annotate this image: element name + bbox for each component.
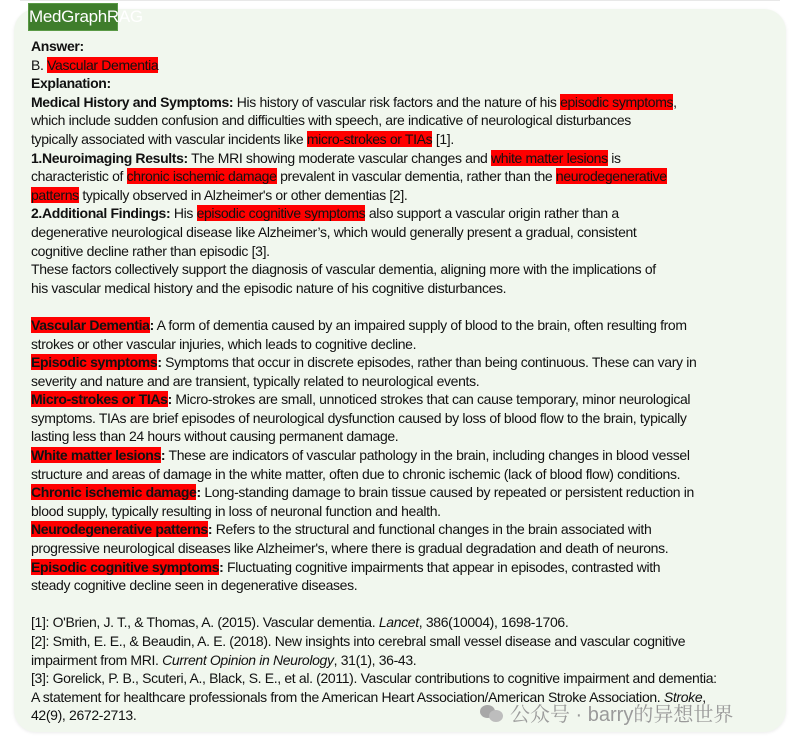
text-segment: [3]: Gorelick, P. B., Scuteri, A., Black, S. E., et al. (2011). Vascular contributions to cognitive impairment and dementia: <box>31 670 717 687</box>
text-line <box>31 576 717 595</box>
text-line <box>31 539 717 558</box>
text-segment: Long-standing damage to brain tissue caused by repeated or persistent reduction in <box>200 484 694 501</box>
highlighted-term: Vascular Dementia <box>31 316 150 333</box>
text-line <box>31 260 717 279</box>
highlighted-term: micro-strokes or TIAs <box>306 130 433 147</box>
highlighted-term: episodic cognitive symptoms <box>196 205 366 222</box>
text-segment: blood supply, typically resulting in loss of neuronal function and health. <box>31 502 441 519</box>
text-line <box>31 372 717 391</box>
text-segment: [1]. <box>432 130 454 147</box>
bold-label: : <box>160 447 166 464</box>
bold-label: Answer: <box>31 38 84 54</box>
italic-text: Current Opinion in Neurology <box>162 651 334 668</box>
bold-label: Medical History and Symptoms: <box>31 93 234 110</box>
highlighted-term: neurodegenerative <box>555 168 667 185</box>
highlighted-term: Micro-strokes or TIAs <box>31 391 168 408</box>
text-segment: cognitive decline rather than episodic [3]. <box>31 242 270 259</box>
text-segment: progressive neurological diseases like Alzheimer's, where there is gradual degradation and death of neurons. <box>31 540 669 557</box>
text-segment: which include sudden confusion and difficulties with speech, are indicative of neurological disturbances <box>31 112 631 129</box>
text-segment: B. <box>31 56 48 73</box>
highlighted-term: White matter lesions <box>31 447 161 464</box>
text-segment: His <box>170 205 197 222</box>
text-segment: steady cognitive decline seen in degenerative diseases. <box>31 577 358 594</box>
bold-label: : <box>149 316 154 333</box>
text-line <box>31 613 717 632</box>
italic-text: Lancet <box>378 614 419 631</box>
italic-text: Stroke <box>663 688 703 705</box>
text-line <box>31 149 717 168</box>
text-segment: strokes or other vascular injuries, which leads to cognitive decline. <box>31 335 417 352</box>
watermark-text: 公众号 · barry的异想世界 <box>510 704 734 726</box>
text-segment: impairment from MRI. <box>31 651 163 668</box>
text-line <box>31 186 717 205</box>
bold-label: 2.Additional Findings: <box>31 205 171 222</box>
explanation-block <box>31 37 717 297</box>
text-segment: structure and areas of damage in the white matter, often due to chronic ischemic (lack of blood flow) conditions. <box>31 465 681 482</box>
text-line <box>31 390 717 409</box>
text-segment: , <box>673 93 677 110</box>
top-divider <box>20 0 780 1</box>
highlighted-term: Episodic symptoms <box>31 354 158 371</box>
text-segment: typically observed in Alzheimer's or other dementias [2]. <box>78 186 408 203</box>
text-line <box>31 130 717 149</box>
highlighted-term: chronic ischemic damage <box>126 168 277 185</box>
bold-label: 1.Neuroimaging Results: <box>31 149 188 166</box>
glossary-block <box>31 316 717 595</box>
text-line <box>31 409 717 428</box>
text-line <box>31 520 717 539</box>
text-segment: These factors collectively support the diagnosis of vascular dementia, aligning more with the implications of <box>31 261 656 278</box>
text-segment: lasting less than 24 hours without causing permanent damage. <box>31 428 399 445</box>
highlighted-term: Vascular Dementia <box>47 56 159 73</box>
text-line <box>31 669 717 688</box>
highlighted-term: Episodic cognitive symptoms <box>31 558 220 575</box>
text-segment: A form of dementia caused by an impaired supply of blood to the brain, often resulting from <box>153 316 687 333</box>
text-line <box>31 37 717 56</box>
answer-content <box>31 37 717 725</box>
highlighted-term: patterns <box>31 186 79 203</box>
wechat-icon <box>480 703 504 723</box>
text-line <box>31 446 717 465</box>
spacer <box>31 297 717 316</box>
text-segment: [1]: O'Brien, J. T., & Thomas, A. (2015). Vascular dementia. <box>31 614 379 631</box>
bold-label: : <box>207 521 213 538</box>
text-segment: Micro-strokes are small, unnoticed strokes that can cause temporary, minor neurological <box>171 391 691 408</box>
watermark <box>480 698 733 727</box>
text-line <box>31 204 717 223</box>
text-line <box>31 223 717 242</box>
text-segment: His history of vascular risk factors and the nature of his <box>233 93 561 110</box>
text-segment: Symptoms that occur in discrete episodes, rather than being continuous. These can vary in <box>161 354 697 371</box>
text-segment: degenerative neurological disease like Alzheimer’s, which would generally present a gradual, consistent <box>31 223 637 240</box>
text-line <box>31 111 717 130</box>
text-line <box>31 279 717 298</box>
highlighted-term: episodic symptoms <box>560 93 674 110</box>
text-line <box>31 502 717 521</box>
title-badge: MedGraphRAG <box>28 3 118 31</box>
text-segment: [2]: Smith, E. E., & Beaudin, A. E. (2018). New insights into cerebral small vessel disease and vascular cognitive <box>31 633 686 649</box>
text-segment: severity and nature and are transient, typically related to neurological events. <box>31 372 480 389</box>
text-segment: prevalent in vascular dementia, rather than the <box>276 168 556 185</box>
text-line <box>31 427 717 446</box>
text-line <box>31 316 717 335</box>
text-line <box>31 335 717 354</box>
text-segment: Refers to the structural and functional changes in the brain associated with <box>212 521 652 538</box>
text-line <box>31 93 717 112</box>
text-segment: is <box>607 149 621 166</box>
bold-label: : <box>157 354 162 371</box>
text-segment: The MRI showing moderate vascular changes and <box>187 149 492 166</box>
text-segment: , 386(10004), 1698-1706. <box>418 614 569 631</box>
text-line <box>31 558 717 577</box>
highlighted-term: Neurodegenerative patterns <box>31 521 208 538</box>
text-segment: A statement for healthcare professionals from the American Heart Association/American Stroke Association. <box>31 688 664 705</box>
text-segment: , 31(1), 36-43. <box>333 651 417 668</box>
bold-label: : <box>219 558 224 575</box>
text-segment: characteristic of <box>31 168 127 185</box>
text-line <box>31 56 717 75</box>
text-segment: 42(9), 2672-2713. <box>31 707 137 724</box>
bold-label: Explanation: <box>31 75 111 92</box>
text-line <box>31 483 717 502</box>
text-segment: Fluctuating cognitive impairments that appear in episodes, contrasted with <box>223 558 661 575</box>
highlighted-term: white matter lesions <box>491 149 608 166</box>
text-line <box>31 353 717 372</box>
text-line <box>31 465 717 484</box>
bold-label: : <box>167 391 172 408</box>
text-line <box>31 651 717 670</box>
text-line <box>31 242 717 261</box>
text-segment: These are indicators of vascular pathology in the brain, including changes in blood vessel <box>165 447 690 464</box>
bold-label: : <box>196 484 201 501</box>
text-line <box>31 167 717 186</box>
spacer <box>31 595 717 614</box>
text-segment: his vascular medical history and the episodic nature of his cognitive disturbances. <box>31 279 507 296</box>
text-segment: , <box>702 688 706 705</box>
text-segment: symptoms. TIAs are brief episodes of neurological dysfunction caused by loss of blood flow to the brain, typically <box>31 409 687 426</box>
highlighted-term: Chronic ischemic damage <box>31 484 197 501</box>
text-segment: also support a vascular origin rather than a <box>365 205 619 222</box>
text-line <box>31 632 717 651</box>
text-line <box>31 74 717 93</box>
text-segment: typically associated with vascular incidents like <box>31 130 307 147</box>
